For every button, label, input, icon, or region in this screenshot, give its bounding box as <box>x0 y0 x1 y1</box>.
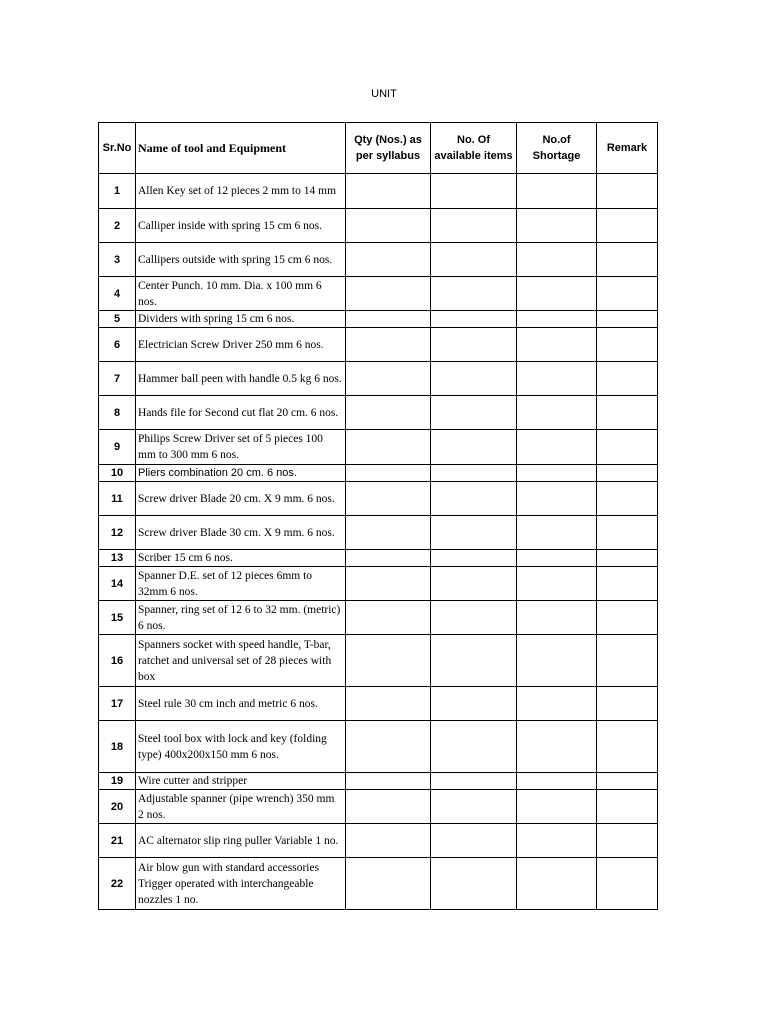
cell-available <box>431 550 517 567</box>
cell-available <box>431 482 517 516</box>
cell-qty <box>346 773 431 790</box>
cell-remark <box>597 721 658 773</box>
cell-available <box>431 687 517 721</box>
cell-available <box>431 174 517 209</box>
table-row <box>99 277 658 311</box>
cell-remark <box>597 174 658 209</box>
table-row <box>99 824 658 858</box>
cell-tool-name: Steel rule 30 cm inch and metric 6 nos. <box>136 687 346 721</box>
cell-shortage <box>517 328 597 362</box>
table-row <box>99 396 658 430</box>
cell-sr-no: 4 <box>99 277 136 311</box>
cell-remark <box>597 328 658 362</box>
cell-remark <box>597 362 658 396</box>
table-row <box>99 567 658 601</box>
table-row <box>99 790 658 824</box>
cell-sr-no: 21 <box>99 824 136 858</box>
cell-sr-no: 6 <box>99 328 136 362</box>
cell-shortage <box>517 635 597 687</box>
cell-shortage <box>517 824 597 858</box>
page-title: UNIT <box>371 88 397 100</box>
cell-tool-name: Philips Screw Driver set of 5 pieces 100 mm to 300 mm 6 nos. <box>136 430 346 465</box>
cell-tool-name: Dividers with spring 15 cm 6 nos. <box>136 311 346 328</box>
cell-qty <box>346 396 431 430</box>
table-row <box>99 209 658 243</box>
table-row <box>99 465 658 482</box>
cell-tool-name: Steel tool box with lock and key (folding type) 400x200x150 mm 6 nos. <box>136 721 346 773</box>
cell-tool-name: Hands file for Second cut flat 20 cm. 6 nos. <box>136 396 346 430</box>
cell-shortage <box>517 396 597 430</box>
cell-sr-no: 7 <box>99 362 136 396</box>
cell-available <box>431 311 517 328</box>
cell-sr-no: 19 <box>99 773 136 790</box>
cell-sr-no: 22 <box>99 858 136 910</box>
cell-tool-name: Adjustable spanner (pipe wrench) 350 mm 2 nos. <box>136 790 346 824</box>
cell-available <box>431 277 517 311</box>
cell-tool-name: Air blow gun with standard accessories Trigger operated with interchangeable nozzles 1 no. <box>136 858 346 910</box>
header-row <box>99 123 658 174</box>
cell-tool-name: Spanner D.E. set of 12 pieces 6mm to 32mm 6 nos. <box>136 567 346 601</box>
cell-qty <box>346 174 431 209</box>
cell-shortage <box>517 209 597 243</box>
cell-remark <box>597 465 658 482</box>
cell-shortage <box>517 174 597 209</box>
cell-tool-name: Spanners socket with speed handle, T-bar, ratchet and universal set of 28 pieces with box <box>136 635 346 687</box>
cell-available <box>431 858 517 910</box>
cell-shortage <box>517 482 597 516</box>
cell-sr-no: 17 <box>99 687 136 721</box>
cell-shortage <box>517 362 597 396</box>
cell-remark <box>597 277 658 311</box>
cell-tool-name: Wire cutter and stripper <box>136 773 346 790</box>
cell-qty <box>346 635 431 687</box>
cell-remark <box>597 635 658 687</box>
cell-tool-name: Hammer ball peen with handle 0.5 kg 6 nos. <box>136 362 346 396</box>
header-shortage: No.of Shortage <box>517 123 597 174</box>
cell-remark <box>597 311 658 328</box>
cell-tool-name: Screw driver Blade 30 cm. X 9 mm. 6 nos. <box>136 516 346 550</box>
cell-shortage <box>517 311 597 328</box>
table-row <box>99 243 658 277</box>
cell-shortage <box>517 567 597 601</box>
cell-shortage <box>517 790 597 824</box>
cell-qty <box>346 721 431 773</box>
cell-qty <box>346 362 431 396</box>
cell-qty <box>346 687 431 721</box>
cell-sr-no: 11 <box>99 482 136 516</box>
table-row <box>99 550 658 567</box>
cell-remark <box>597 687 658 721</box>
cell-qty <box>346 824 431 858</box>
cell-qty <box>346 328 431 362</box>
cell-available <box>431 567 517 601</box>
cell-sr-no: 5 <box>99 311 136 328</box>
cell-remark <box>597 550 658 567</box>
cell-remark <box>597 430 658 465</box>
cell-qty <box>346 243 431 277</box>
table-row <box>99 362 658 396</box>
cell-sr-no: 14 <box>99 567 136 601</box>
cell-remark <box>597 482 658 516</box>
cell-tool-name: Allen Key set of 12 pieces 2 mm to 14 mm <box>136 174 346 209</box>
cell-sr-no: 10 <box>99 465 136 482</box>
table-row <box>99 858 658 910</box>
cell-remark <box>597 243 658 277</box>
cell-sr-no: 2 <box>99 209 136 243</box>
cell-shortage <box>517 687 597 721</box>
cell-remark <box>597 858 658 910</box>
cell-sr-no: 3 <box>99 243 136 277</box>
table-row <box>99 687 658 721</box>
cell-remark <box>597 516 658 550</box>
cell-shortage <box>517 601 597 635</box>
cell-shortage <box>517 430 597 465</box>
header-remark: Remark <box>597 123 658 174</box>
cell-qty <box>346 516 431 550</box>
cell-qty <box>346 550 431 567</box>
cell-sr-no: 9 <box>99 430 136 465</box>
cell-sr-no: 8 <box>99 396 136 430</box>
cell-qty <box>346 465 431 482</box>
cell-sr-no: 16 <box>99 635 136 687</box>
cell-remark <box>597 396 658 430</box>
cell-tool-name: Scriber 15 cm 6 nos. <box>136 550 346 567</box>
cell-shortage <box>517 550 597 567</box>
cell-available <box>431 430 517 465</box>
cell-remark <box>597 773 658 790</box>
cell-available <box>431 465 517 482</box>
table-body <box>99 174 658 910</box>
cell-tool-name: Spanner, ring set of 12 6 to 32 mm. (metric) 6 nos. <box>136 601 346 635</box>
cell-remark <box>597 209 658 243</box>
table-row <box>99 430 658 465</box>
cell-available <box>431 362 517 396</box>
cell-available <box>431 209 517 243</box>
cell-qty <box>346 567 431 601</box>
header-name: Name of tool and Equipment <box>136 123 346 174</box>
table-row <box>99 482 658 516</box>
cell-available <box>431 516 517 550</box>
cell-remark <box>597 601 658 635</box>
table-row <box>99 516 658 550</box>
cell-available <box>431 243 517 277</box>
cell-tool-name: AC alternator slip ring puller Variable 1 no. <box>136 824 346 858</box>
cell-available <box>431 824 517 858</box>
table-row <box>99 721 658 773</box>
cell-sr-no: 15 <box>99 601 136 635</box>
cell-sr-no: 12 <box>99 516 136 550</box>
cell-available <box>431 773 517 790</box>
table-row <box>99 328 658 362</box>
cell-shortage <box>517 465 597 482</box>
table-row <box>99 773 658 790</box>
cell-remark <box>597 567 658 601</box>
cell-shortage <box>517 858 597 910</box>
cell-shortage <box>517 721 597 773</box>
table-row <box>99 635 658 687</box>
cell-available <box>431 396 517 430</box>
cell-qty <box>346 430 431 465</box>
cell-sr-no: 20 <box>99 790 136 824</box>
cell-qty <box>346 209 431 243</box>
cell-sr-no: 13 <box>99 550 136 567</box>
cell-tool-name: Screw driver Blade 20 cm. X 9 mm. 6 nos. <box>136 482 346 516</box>
cell-tool-name: Center Punch. 10 mm. Dia. x 100 mm 6 nos. <box>136 277 346 311</box>
table-row <box>99 174 658 209</box>
cell-shortage <box>517 516 597 550</box>
cell-qty <box>346 482 431 516</box>
cell-available <box>431 601 517 635</box>
cell-remark <box>597 790 658 824</box>
cell-shortage <box>517 243 597 277</box>
cell-qty <box>346 858 431 910</box>
cell-available <box>431 790 517 824</box>
cell-tool-name: Callipers outside with spring 15 cm 6 nos. <box>136 243 346 277</box>
cell-sr-no: 1 <box>99 174 136 209</box>
inventory-table <box>98 122 658 910</box>
cell-tool-name: Electrician Screw Driver 250 mm 6 nos. <box>136 328 346 362</box>
cell-qty <box>346 277 431 311</box>
cell-tool-name: Pliers combination 20 cm. 6 nos. <box>136 465 346 482</box>
cell-available <box>431 721 517 773</box>
cell-shortage <box>517 773 597 790</box>
cell-qty <box>346 790 431 824</box>
header-qty: Qty (Nos.) as per syllabus <box>346 123 431 174</box>
cell-remark <box>597 824 658 858</box>
cell-qty <box>346 601 431 635</box>
cell-qty <box>346 311 431 328</box>
table-row <box>99 311 658 328</box>
cell-tool-name: Calliper inside with spring 15 cm 6 nos. <box>136 209 346 243</box>
cell-sr-no: 18 <box>99 721 136 773</box>
cell-shortage <box>517 277 597 311</box>
cell-available <box>431 328 517 362</box>
header-available: No. Of available items <box>431 123 517 174</box>
cell-available <box>431 635 517 687</box>
table-row <box>99 601 658 635</box>
header-sr-no: Sr.No <box>99 123 136 174</box>
